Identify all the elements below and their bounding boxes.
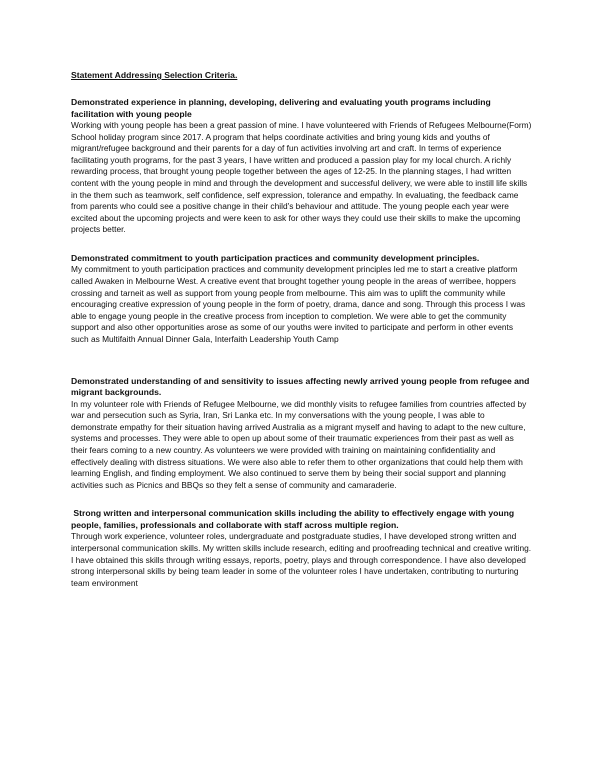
section-body: Working with young people has been a great passion of mine. I have volunteered with Friends of Refugees Melbourne(Form) School holiday program since 2017. A program that helps coordinate activities and bring young kids and youths of migrant/refugee background and their parents for a day of fun activities involving art and craft. In terms of experience facilitating youth programs, for the past 3 years, I have written and produced a passion play for my local church. A richly rewarding process, that brought young people together between the ages of 12-25. In the planning stages, I had written content with the young people in mind and through the development and successful delivery, we were able to instill life skills in the them such as teamwork, self confidence, self expression, tolerance and empathy. In evaluating, the feedback came from parents who could see a positive change in their child's behaviour and attitude. The young people each year were excited about the upcoming projects and were keen to ask for other ways they could use their skills to make the upcoming projects better. (71, 120, 532, 235)
document-title: Statement Addressing Selection Criteria. (71, 70, 238, 80)
section-body: Through work experience, volunteer roles, undergraduate and postgraduate studies, I have developed strong written and interpersonal communication skills. My written skills include research, editing and proofreading technical and creative writing. I have obtained this skills through writing essays, reports, poetry, plays and through correspondence. I have also developed strong interpersonal skills by being team leader in some of the volunteer roles I have undertaken, contributing to nurturing team environment (71, 531, 532, 588)
section-heading: Demonstrated understanding of and sensitivity to issues affecting newly arrived young people from refugee and migrant backgrounds. (71, 375, 530, 398)
section-body: My commitment to youth participation practices and community development principles led me to start a creative platform called Awaken in Melbourne West. A creative event that brought together young people in the areas of werribee, hoppers crossing and tarneit as well as support from young people from melbourne. This aim was to uplift the community while encouraging creative expression of young people in the form of poetry, drama, dance and song. Through this process I was able to engage young people in the creative process from inception to completion. We were able to get the community support and also other opportunities arose as some of our youths were invited to participate and perform in other events such as Multifaith Annual Dinner Gala, Interfaith Leadership Youth Camp (71, 264, 526, 344)
criteria-section-3 (71, 376, 532, 492)
section-heading: Demonstrated commitment to youth participation practices and community development principles. (71, 252, 480, 263)
criteria-section-4 (71, 508, 532, 589)
criteria-section-1 (71, 97, 532, 236)
criteria-section-2 (71, 253, 532, 346)
section-heading: Strong written and interpersonal communication skills including the ability to effectively engage with young people, families, professionals and collaborate with staff across multiple region. (71, 508, 517, 530)
section-body: In my volunteer role with Friends of Refugee Melbourne, we did monthly visits to refugee families from countries affected by war and persecution such as Syria, Iran, Sri Lanka etc. In my conversations with the young people, I was able to demonstrate empathy for their situation having arrived Australia as a migrant myself and having to adapt to the new culture, systems and processes. They were able to open up about some of their traumatic experiences from their past as well as their fears coming to a new country. As volunteers we were provided with training on maintaining confidentiality and effectively dealing with distress situations. We were also able to refer them to other organizations that could help them with learning English, and finding employment. We also continued to serve them by being their social support and planning activities such as Picnics and BBQs so they felt a sense of community and camaraderie. (71, 398, 527, 490)
section-heading: Demonstrated experience in planning, developing, delivering and evaluating youth programs including facilitation with young people (71, 97, 491, 119)
